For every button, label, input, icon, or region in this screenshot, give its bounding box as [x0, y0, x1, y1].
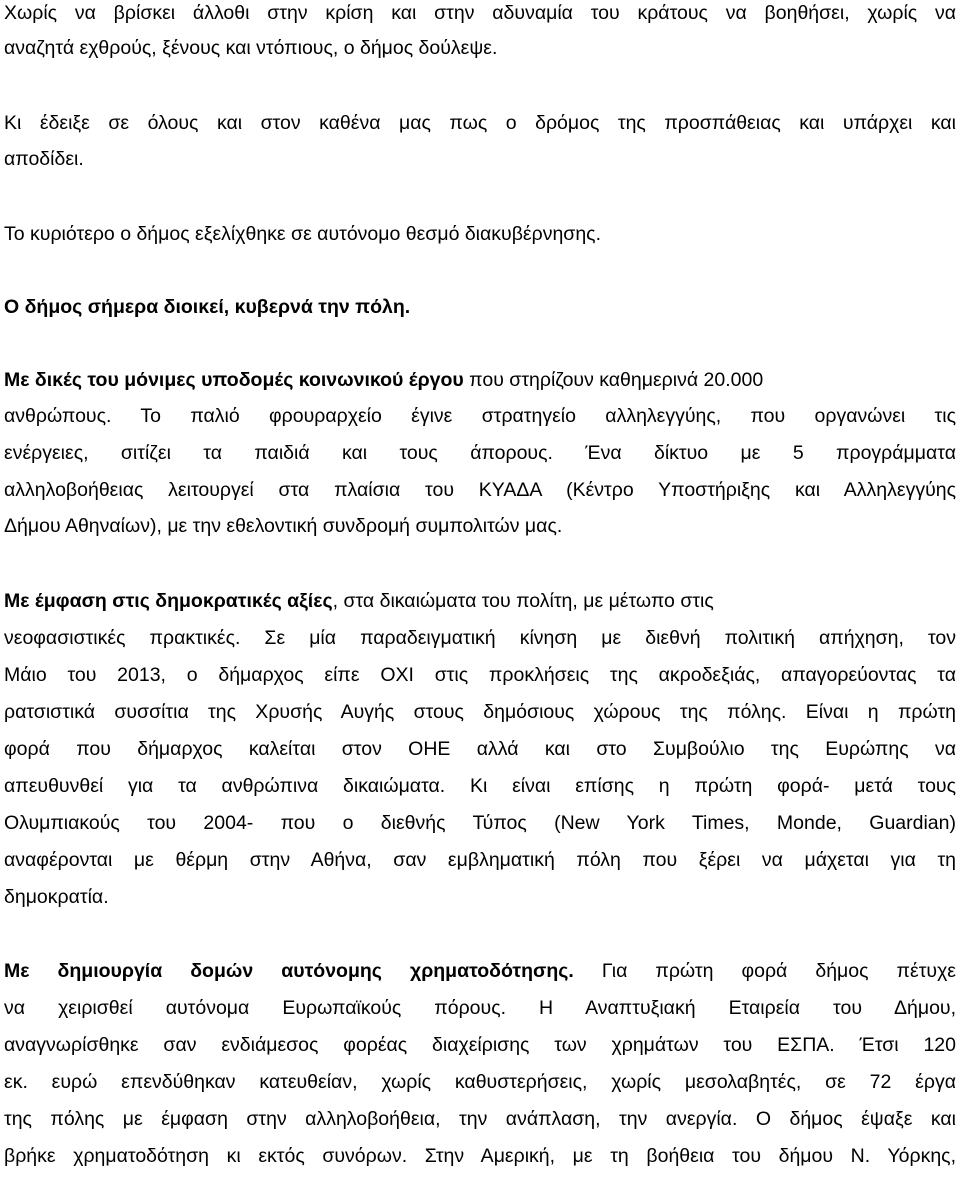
text-line: Με δικές του μόνιμες υποδομές κοινωνικού έργου που στηρίζουν καθημερινά 20.000 [4, 369, 764, 391]
text-line: αναζητά εχθρούς, ξένους και ντόπιους, ο δήμος δούλεψε. [4, 37, 498, 59]
text-line: Κι έδειξε σε όλους και στον καθένα μας πως ο δρόμος της προσπάθειας και υπάρχει και [4, 112, 956, 134]
text-line: της πόλης με έμφαση στην αλληλοβοήθεια, την ανάπλαση, την ανεργία. Ο δήμος έψαξε και [4, 1108, 956, 1130]
text-line: αναφέρονται με θέρμη στην Αθήνα, σαν εμβληματική πόλη που ξέρει να μάχεται για τη [4, 849, 956, 871]
text-line: Με έμφαση στις δημοκρατικές αξίες, στα δικαιώματα του πολίτη, με μέτωπο στις [4, 590, 714, 612]
text-line: αναγνωρίσθηκε σαν ενδιάμεσος φορέας διαχείρισης των χρημάτων του ΕΣΠΑ. Έτσι 120 [4, 1034, 956, 1056]
text-line: ρατσιστικά συσσίτια της Χρυσής Αυγής στους δημόσιους χώρους της πόλης. Είναι η πρώτη [4, 701, 956, 723]
text-line: Με δημιουργία δομών αυτόνομης χρηματοδότησης. Για πρώτη φορά δήμος πέτυχε [4, 960, 957, 982]
text-line: Ολυμπιακούς του 2004- που ο διεθνής Τύπος (New York Times, Monde, Guardian) [4, 812, 956, 834]
text-line: ανθρώπους. Το παλιό φρουραρχείο έγινε στρατηγείο αλληλεγγύης, που οργανώνει τις [4, 405, 956, 427]
text-line: να χειρισθεί αυτόνομα Ευρωπαϊκούς πόρους. Η Αναπτυξιακή Εταιρεία του Δήμου, [4, 997, 956, 1019]
text-line: Το κυριότερο ο δήμος εξελίχθηκε σε αυτόνομο θεσμό διακυβέρνησης. [4, 223, 601, 245]
bold-heading-line: Ο δήμος σήμερα διοικεί, κυβερνά την πόλη. [4, 296, 411, 318]
text-line: Χωρίς να βρίσκει άλλοθι στην κρίση και στην αδυναμία του κράτους να βοηθήσει, χωρίς να [4, 2, 956, 24]
text-line: Μάιο του 2013, ο δήμαρχος είπε ΟΧΙ στις προκλήσεις της ακροδεξιάς, απαγορεύοντας τα [4, 664, 956, 686]
text-line: νεοφασιστικές πρακτικές. Σε μία παραδειγματική κίνηση με διεθνή πολιτική απήχηση, τον [4, 627, 956, 649]
text-line: απευθυνθεί για τα ανθρώπινα δικαιώματα. Κι είναι επίσης η πρώτη φορά- μετά τους [4, 775, 956, 797]
text-line: εκ. ευρώ επενδύθηκαν κατευθείαν, χωρίς καθυστερήσεις, χωρίς μεσολαβητές, σε 72 έργα [4, 1071, 956, 1093]
text-line: Δήμου Αθηναίων), με την εθελοντική συνδρομή συμπολιτών μας. [4, 515, 563, 537]
text-line: ενέργειες, σιτίζει τα παιδιά και τους άπορους. Ένα δίκτυο με 5 προγράμματα [4, 442, 956, 464]
text-line: δημοκρατία. [4, 886, 109, 908]
text-line: αλληλοβοήθειας λειτουργεί στα πλαίσια του ΚΥΑΔΑ (Κέντρο Υποστήριξης και Αλληλεγγύης [4, 479, 956, 501]
text-line: βρήκε χρηματοδότηση κι εκτός συνόρων. Στην Αμερική, με τη βοήθεια του δήμου Ν. Υόρκης, [4, 1145, 956, 1167]
text-line: αποδίδει. [4, 148, 84, 170]
text-line: φορά που δήμαρχος καλείται στον ΟΗΕ αλλά και στο Συμβούλιο της Ευρώπης να [4, 738, 956, 760]
